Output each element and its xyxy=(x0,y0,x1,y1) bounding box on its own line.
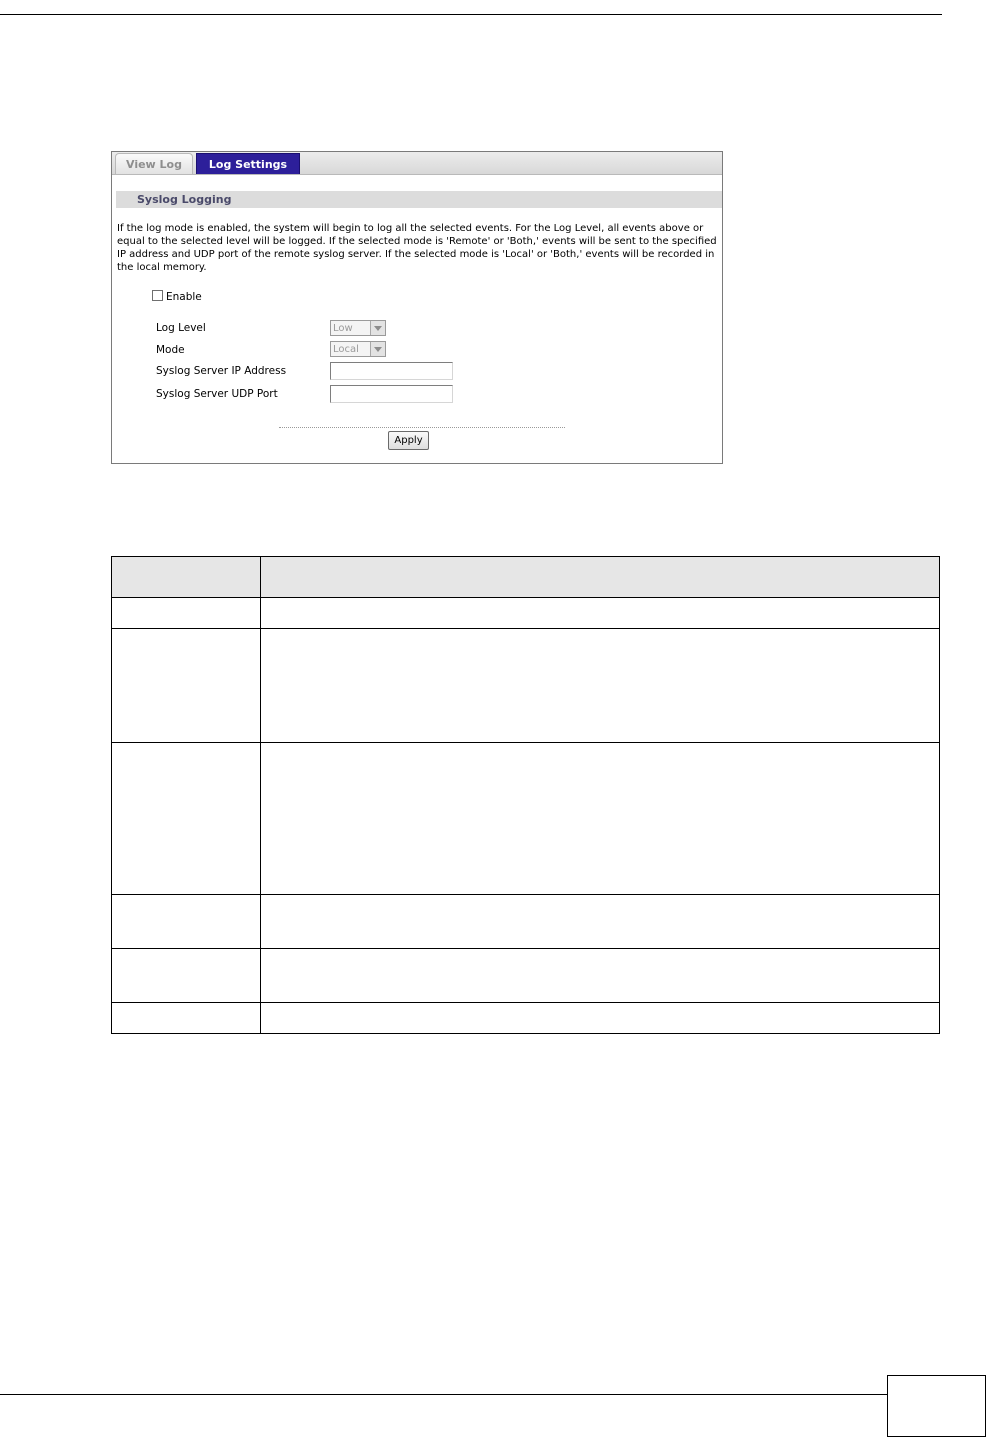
table-cell xyxy=(112,629,261,743)
server-ip-label: Syslog Server IP Address xyxy=(156,365,287,377)
table-cell xyxy=(261,629,940,743)
table-row xyxy=(112,1003,940,1034)
table-row xyxy=(112,895,940,949)
server-ip-input[interactable] xyxy=(330,362,453,380)
tab-view-log[interactable]: View Log xyxy=(115,153,193,174)
mode-label: Mode xyxy=(156,344,185,356)
table-row xyxy=(112,949,940,1003)
server-port-label: Syslog Server UDP Port xyxy=(156,388,278,400)
table-cell xyxy=(112,743,261,895)
table-header-row xyxy=(112,557,940,598)
apply-button[interactable]: Apply xyxy=(388,431,429,450)
mode-value: Local xyxy=(333,344,359,355)
section-header xyxy=(116,191,722,208)
table-cell xyxy=(261,743,940,895)
mode-select[interactable] xyxy=(330,341,386,357)
table-header-cell xyxy=(112,557,261,598)
table-row xyxy=(112,743,940,895)
table-cell xyxy=(112,1003,261,1034)
footer-rule xyxy=(0,1394,887,1395)
chevron-down-icon xyxy=(370,342,385,356)
description-text: If the log mode is enabled, the system will begin to log all the selected events. For the Log Level, all events above or equal to the selected level will be logged. If the selected mode is 'Remote' or 'Both,' events will be sent to the specified IP address and UDP port of the remote syslog server. If the selected mode is 'Local' or 'Both,' events will be recorded in the local memory. xyxy=(117,223,717,273)
enable-checkbox[interactable] xyxy=(152,290,163,301)
table-cell xyxy=(261,895,940,949)
log-level-value: Low xyxy=(333,323,353,334)
table-header-cell xyxy=(261,557,940,598)
section-title: Syslog Logging xyxy=(137,193,232,206)
table-cell xyxy=(261,1003,940,1034)
header-rule xyxy=(0,14,942,15)
divider xyxy=(279,427,565,428)
enable-label: Enable xyxy=(166,291,202,303)
table-row xyxy=(112,629,940,743)
log-level-label: Log Level xyxy=(156,322,206,334)
log-level-select[interactable] xyxy=(330,320,386,336)
enable-row xyxy=(152,290,202,303)
tab-log-settings[interactable]: Log Settings xyxy=(196,153,300,174)
page-number-box xyxy=(887,1375,986,1437)
table-cell xyxy=(112,949,261,1003)
log-settings-screen xyxy=(111,151,723,464)
chevron-down-icon xyxy=(370,321,385,335)
table-cell xyxy=(261,598,940,629)
table-row xyxy=(112,598,940,629)
tab-bar xyxy=(112,152,722,175)
field-description-table xyxy=(111,556,940,1034)
table-cell xyxy=(112,895,261,949)
server-port-input[interactable] xyxy=(330,385,453,403)
table-cell xyxy=(112,598,261,629)
table-cell xyxy=(261,949,940,1003)
